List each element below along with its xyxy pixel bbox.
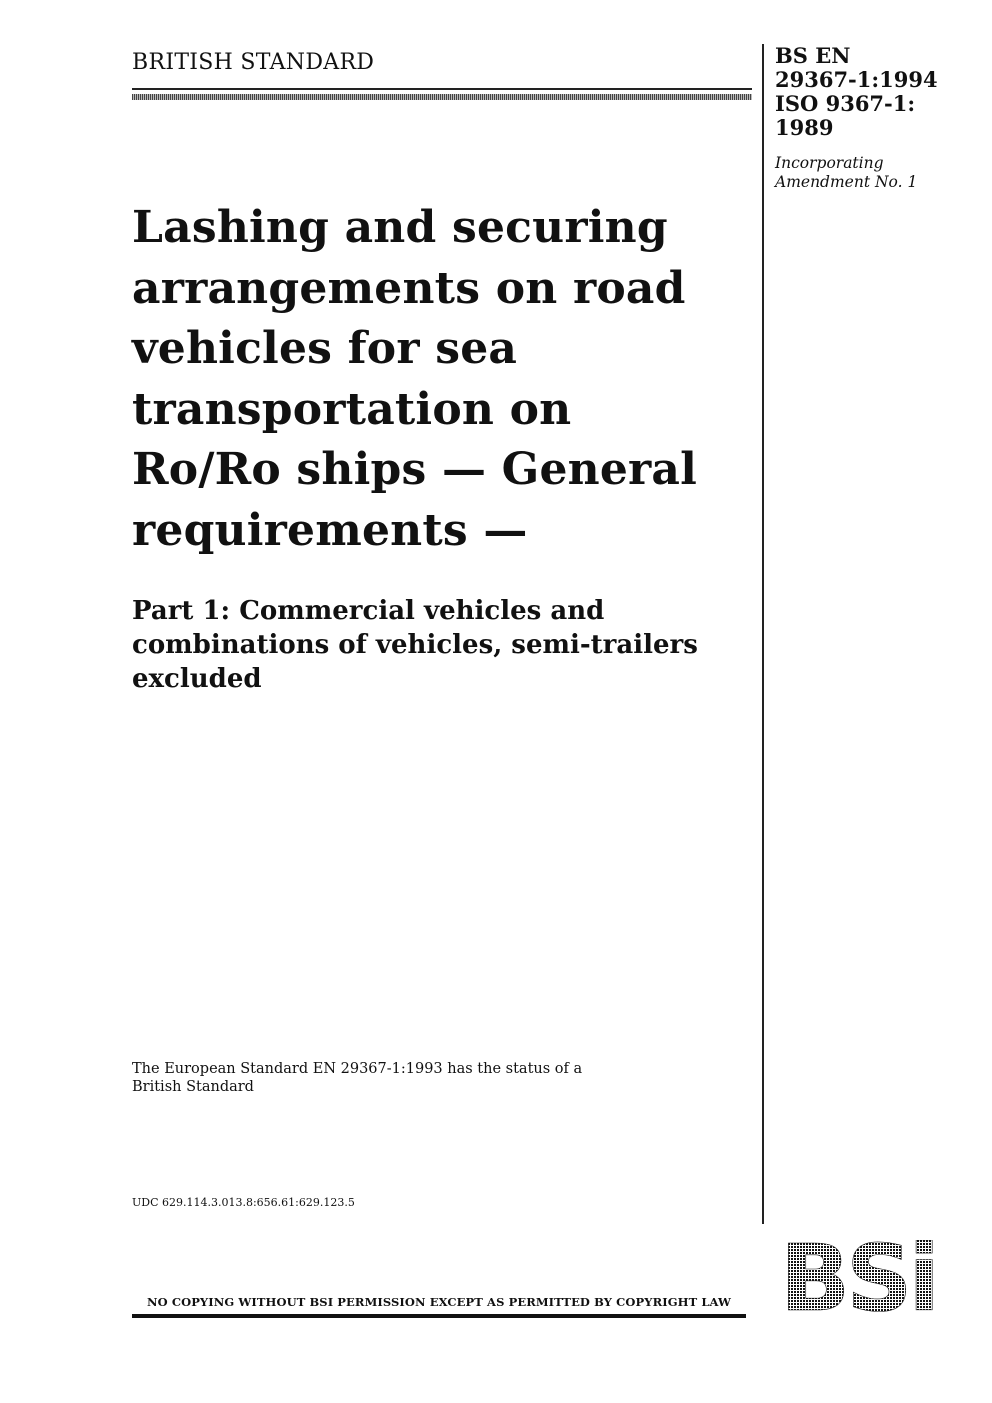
identifier-line: 1989 [775, 115, 834, 140]
bsi-logo [770, 1240, 946, 1316]
subtitle-line: Part 1: Commercial vehicles and [132, 596, 605, 626]
amendment-line: Incorporating [775, 154, 884, 172]
subtitle-line: excluded [132, 664, 262, 694]
title-line: arrangements on road [132, 262, 686, 314]
title-line: requirements — [132, 504, 528, 556]
title-line: Lashing and securing [132, 202, 668, 253]
copyright-rule [132, 1314, 746, 1318]
part-subtitle [132, 594, 752, 696]
standard-identifiers [775, 44, 985, 140]
amendment-line: Amendment No. 1 [775, 173, 918, 191]
status-note-line: British Standard [132, 1079, 254, 1095]
title-line: transportation on [132, 383, 572, 435]
amendment-note [775, 154, 985, 192]
document-title [132, 198, 752, 561]
identifier-line: ISO 9367-1: [775, 91, 916, 116]
copyright-notice: NO COPYING WITHOUT BSI PERMISSION EXCEPT AS PERMITTED BY COPYRIGHT LAW [146, 1295, 732, 1309]
column-divider [762, 44, 764, 1224]
subtitle-line: combinations of vehicles, semi-trailers [132, 630, 698, 660]
header-rule [132, 88, 752, 90]
status-note [132, 1060, 692, 1096]
status-note-line: The European Standard EN 29367-1:1993 has the status of a [132, 1061, 583, 1077]
bsi-logo-icon [770, 1240, 946, 1316]
bsi-logo-text: BSi [780, 1240, 936, 1316]
title-line: Ro/Ro ships — General [132, 444, 698, 495]
identifier-line: 29367-1:1994 [775, 67, 938, 92]
udc-code: UDC 629.114.3.013.8:656.61:629.123.5 [132, 1196, 355, 1209]
document-type-label: BRITISH STANDARD [132, 50, 375, 75]
header-shaded-rule [132, 94, 752, 100]
identifier-line: BS EN [775, 43, 851, 68]
title-line: vehicles for sea [132, 323, 518, 374]
